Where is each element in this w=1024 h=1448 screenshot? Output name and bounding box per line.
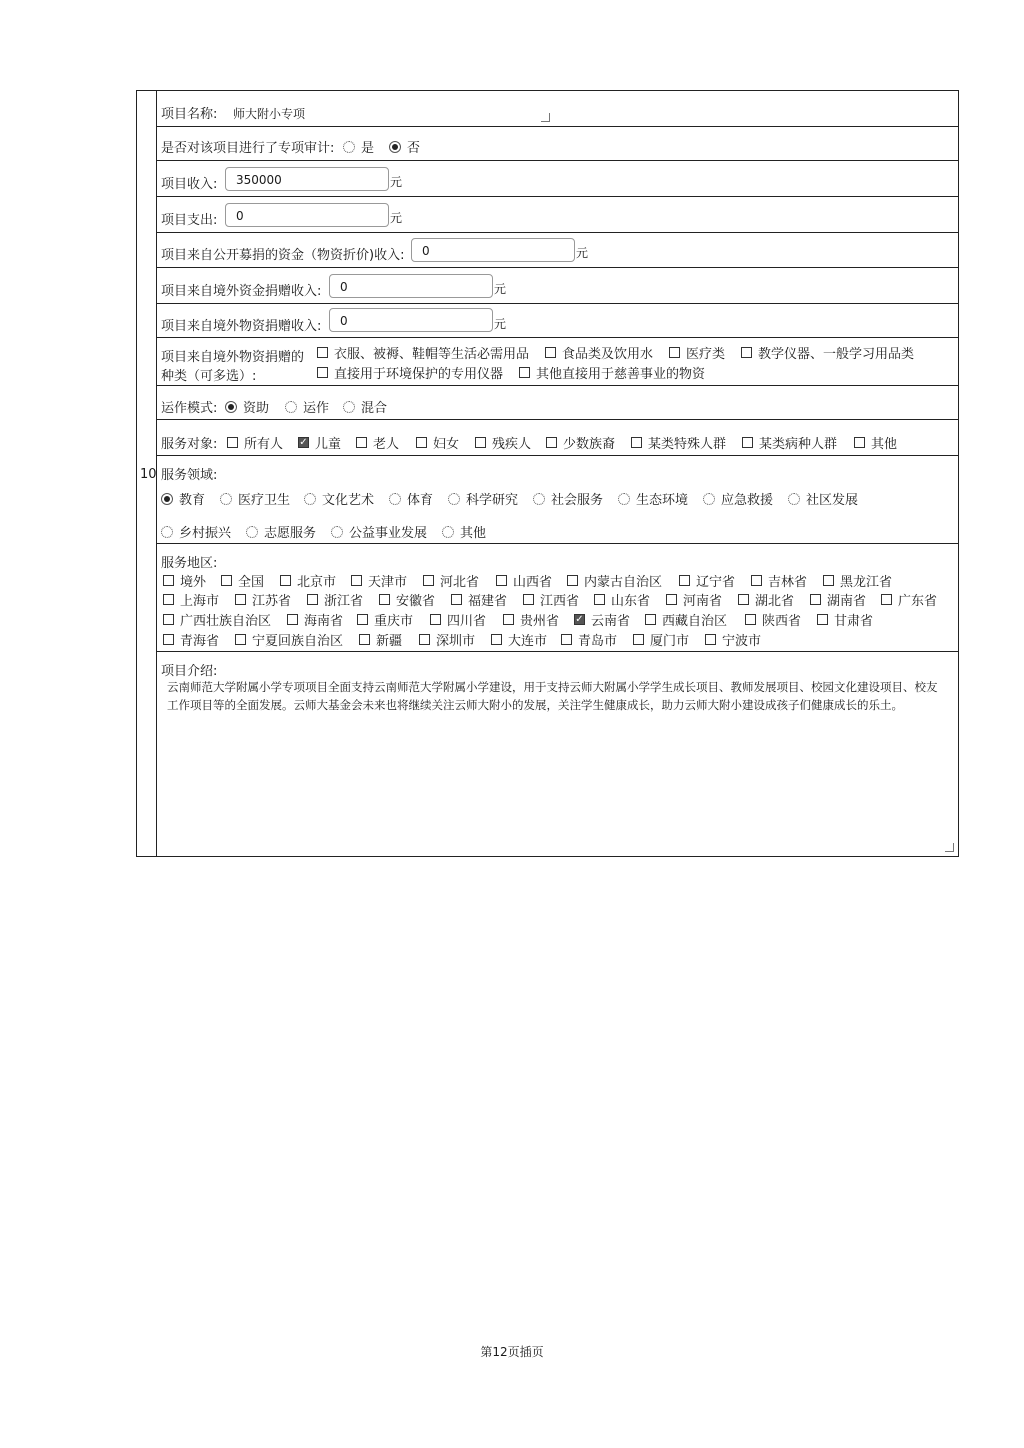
service-target-option[interactable]: 所有人 xyxy=(227,433,283,452)
radio-icon xyxy=(788,493,800,505)
service-target-option[interactable]: 少数族裔 xyxy=(546,433,615,452)
region-option[interactable]: 江苏省 xyxy=(235,590,291,609)
region-option[interactable]: ✓ 云南省 xyxy=(575,613,631,629)
goods-types-label-line2: 种类（可多选）: xyxy=(161,369,257,384)
service-field-option[interactable]: 社会服务 xyxy=(533,489,603,508)
service-field-option[interactable]: 公益事业发展 xyxy=(331,522,427,541)
checkbox-checked-icon: ✓ xyxy=(299,436,308,448)
checkbox-icon xyxy=(546,437,557,448)
region-option[interactable]: 江西省 xyxy=(523,590,579,609)
overseas-goods-input[interactable]: 0 xyxy=(329,308,493,332)
goods-type-option[interactable]: 医疗类 xyxy=(669,343,725,362)
checkbox-icon xyxy=(545,347,556,358)
checkbox-icon xyxy=(567,575,578,586)
public-fundraising-row xyxy=(157,233,958,268)
overseas-cash-input[interactable]: 0 xyxy=(329,274,493,298)
checkbox-icon xyxy=(645,614,656,625)
region-option[interactable]: 天津市 xyxy=(351,571,407,590)
goods-types-label-line1: 项目来自境外物资捐赠的 xyxy=(161,350,305,365)
region-option[interactable]: 甘肃省 xyxy=(817,610,873,629)
region-option[interactable]: 青海省 xyxy=(163,630,219,649)
checkbox-icon xyxy=(738,594,749,605)
region-option[interactable]: 宁波市 xyxy=(705,630,761,649)
radio-icon xyxy=(161,526,173,538)
region-option[interactable]: 内蒙古自治区 xyxy=(567,571,662,590)
region-option[interactable]: 河北省 xyxy=(423,571,479,590)
checkbox-icon xyxy=(491,634,502,645)
checkbox-icon xyxy=(163,634,174,645)
resize-handle-icon[interactable] xyxy=(945,843,954,852)
income-label: 项目收入: xyxy=(161,177,218,192)
overseas-goods-row xyxy=(157,304,958,338)
region-option[interactable]: 福建省 xyxy=(451,590,507,609)
overseas-cash-unit: 元 xyxy=(494,282,507,296)
region-option[interactable]: 全国 xyxy=(221,571,264,590)
service-field-option[interactable]: 医疗卫生 xyxy=(220,489,290,508)
service-target-option[interactable]: 残疾人 xyxy=(475,433,531,452)
service-field-option[interactable]: 社区发展 xyxy=(788,489,858,508)
checkbox-icon xyxy=(496,575,507,586)
checkbox-icon xyxy=(356,437,367,448)
region-option[interactable]: 河南省 xyxy=(666,590,722,609)
checkbox-icon xyxy=(317,347,328,358)
checkbox-icon xyxy=(163,614,174,625)
goods-types-row xyxy=(157,338,958,386)
audit-label: 是否对该项目进行了专项审计: xyxy=(161,141,335,156)
operation-mode-row xyxy=(157,386,958,420)
public-fundraising-input[interactable]: 0 xyxy=(411,238,575,262)
service-targets-row xyxy=(157,420,958,456)
service-target-option[interactable]: 老人 xyxy=(356,433,399,452)
row-number-column xyxy=(137,91,157,856)
introduction-label: 项目介绍: xyxy=(161,664,218,679)
region-option[interactable]: 海南省 xyxy=(287,610,343,629)
region-option[interactable]: 广西壮族自治区 xyxy=(163,610,271,629)
goods-type-option[interactable]: 教学仪器、一般学习用品类 xyxy=(741,343,914,362)
service-field-option[interactable]: 应急救援 xyxy=(703,489,773,508)
checkbox-icon xyxy=(307,594,318,605)
checkbox-icon xyxy=(523,594,534,605)
radio-selected-icon xyxy=(225,401,237,413)
overseas-goods-unit: 元 xyxy=(494,317,507,331)
income-row xyxy=(157,161,958,197)
audit-option-yes[interactable]: 是 xyxy=(343,137,374,156)
radio-icon xyxy=(304,493,316,505)
public-fundraising-label: 项目来自公开募捐的资金（物资折价)收入: xyxy=(161,248,405,263)
checkbox-icon xyxy=(163,575,174,586)
service-target-option[interactable]: 某类特殊人群 xyxy=(631,433,726,452)
radio-icon xyxy=(285,401,297,413)
audit-row xyxy=(157,127,958,161)
region-option[interactable]: 北京市 xyxy=(280,571,336,590)
checkbox-icon xyxy=(227,437,238,448)
service-field-option[interactable]: 乡村振兴 xyxy=(161,522,231,541)
checkbox-icon xyxy=(631,437,642,448)
radio-icon xyxy=(331,526,343,538)
checkbox-icon xyxy=(451,594,462,605)
checkbox-icon xyxy=(235,594,246,605)
goods-type-option[interactable]: 直接用于环境保护的专用仪器 xyxy=(317,363,503,382)
service-field-option[interactable]: 志愿服务 xyxy=(246,522,316,541)
goods-type-option[interactable]: 衣服、被褥、鞋帽等生活必需用品 xyxy=(317,343,529,362)
region-option[interactable]: 境外 xyxy=(163,571,206,590)
service-field-option[interactable]: 体育 xyxy=(389,489,433,508)
service-target-option[interactable]: 妇女 xyxy=(416,433,459,452)
service-field-option[interactable]: 其他 xyxy=(442,522,486,541)
row-number: 10 xyxy=(140,467,157,482)
checkbox-checked-icon: ✓ xyxy=(575,613,584,625)
checkbox-icon xyxy=(287,614,298,625)
introduction-text[interactable]: 云南师范大学附属小学专项项目全面支持云南师范大学附属小学建设，用于支持云师大附属小学学生成长项目、教师发展项目、校园文化建设项目、校友工作项目等的全面发展。云师大基金会未来也将继续关注云师大附小的发展，关注学生健康成长，助力云师大附小建设成孩子们健康成长的乐土。 xyxy=(167,680,938,712)
region-option[interactable]: 深圳市 xyxy=(419,630,475,649)
checkbox-icon xyxy=(351,575,362,586)
region-option[interactable]: 新疆 xyxy=(359,630,402,649)
region-option[interactable]: 厦门市 xyxy=(633,630,689,649)
region-option[interactable]: 四川省 xyxy=(430,610,486,629)
radio-icon[interactable] xyxy=(343,141,355,153)
service-targets-label: 服务对象: xyxy=(161,437,218,452)
overseas-cash-label: 项目来自境外资金捐赠收入: xyxy=(161,284,322,299)
overseas-goods-label: 项目来自境外物资捐赠收入: xyxy=(161,319,322,334)
region-option[interactable]: 山西省 xyxy=(496,571,552,590)
checkbox-icon xyxy=(679,575,690,586)
page-footer: 第12页插页 xyxy=(480,1345,544,1359)
service-field-option[interactable]: 文化艺术 xyxy=(304,489,374,508)
radio-icon xyxy=(220,493,232,505)
region-option[interactable]: 湖北省 xyxy=(738,590,794,609)
expense-input[interactable]: 0 xyxy=(225,203,389,227)
radio-icon xyxy=(703,493,715,505)
expense-row xyxy=(157,197,958,233)
operation-mode-option[interactable]: 运作 xyxy=(285,397,329,416)
region-option[interactable]: 上海市 xyxy=(163,590,219,609)
radio-icon xyxy=(442,526,454,538)
project-name-value[interactable]: 师大附小专项 xyxy=(233,107,306,121)
checkbox-icon xyxy=(594,594,605,605)
checkbox-icon xyxy=(751,575,762,586)
checkbox-icon xyxy=(745,614,756,625)
radio-selected-icon xyxy=(161,493,173,505)
region-option[interactable]: 黑龙江省 xyxy=(823,571,892,590)
checkbox-icon xyxy=(741,347,752,358)
checkbox-icon xyxy=(416,437,427,448)
introduction-row xyxy=(157,652,958,858)
checkbox-icon xyxy=(430,614,441,625)
radio-icon xyxy=(246,526,258,538)
radio-icon xyxy=(618,493,630,505)
service-field-option[interactable]: 教育 xyxy=(161,489,205,508)
checkbox-icon xyxy=(221,575,232,586)
region-option[interactable]: 辽宁省 xyxy=(679,571,735,590)
checkbox-icon xyxy=(519,367,530,378)
region-option[interactable]: 广东省 xyxy=(881,590,937,609)
radio-icon xyxy=(533,493,545,505)
service-regions-label: 服务地区: xyxy=(161,556,218,571)
checkbox-icon xyxy=(379,594,390,605)
checkbox-icon xyxy=(881,594,892,605)
checkbox-icon xyxy=(280,575,291,586)
checkbox-icon xyxy=(163,594,174,605)
service-target-option[interactable]: 某类病种人群 xyxy=(742,433,837,452)
service-fields-row xyxy=(157,456,958,544)
checkbox-icon xyxy=(475,437,486,448)
region-option[interactable]: 青岛市 xyxy=(561,630,617,649)
checkbox-icon xyxy=(810,594,821,605)
region-option[interactable]: 山东省 xyxy=(594,590,650,609)
operation-mode-label: 运作模式: xyxy=(161,401,218,416)
region-option[interactable]: 吉林省 xyxy=(751,571,807,590)
radio-icon xyxy=(389,493,401,505)
checkbox-icon xyxy=(817,614,828,625)
income-input[interactable]: 350000 xyxy=(225,167,389,191)
overseas-cash-row xyxy=(157,268,958,304)
region-option[interactable]: 浙江省 xyxy=(307,590,363,609)
checkbox-icon xyxy=(235,634,246,645)
project-form xyxy=(136,90,959,857)
service-field-option[interactable]: 科学研究 xyxy=(448,489,518,508)
region-option[interactable]: 安徽省 xyxy=(379,590,435,609)
checkbox-icon xyxy=(419,634,430,645)
radio-icon xyxy=(448,493,460,505)
checkbox-icon xyxy=(705,634,716,645)
region-option[interactable]: 西藏自治区 xyxy=(645,610,727,629)
audit-option-no[interactable]: 否 xyxy=(389,137,420,156)
checkbox-icon xyxy=(317,367,328,378)
region-option[interactable]: 湖南省 xyxy=(810,590,866,609)
income-unit: 元 xyxy=(390,175,403,189)
checkbox-icon xyxy=(503,614,514,625)
checkbox-icon xyxy=(669,347,680,358)
operation-mode-option[interactable]: 资助 xyxy=(225,397,269,416)
resize-handle-icon[interactable] xyxy=(541,113,550,122)
service-target-option[interactable]: 其他 xyxy=(854,433,897,452)
checkbox-icon xyxy=(561,634,572,645)
service-fields-label: 服务领域: xyxy=(161,468,218,483)
region-option[interactable]: 重庆市 xyxy=(357,610,413,629)
checkbox-icon xyxy=(854,437,865,448)
checkbox-icon xyxy=(423,575,434,586)
operation-mode-option[interactable]: 混合 xyxy=(343,397,387,416)
project-name-label: 项目名称: xyxy=(161,107,218,122)
service-field-option[interactable]: 生态环境 xyxy=(618,489,688,508)
region-option[interactable]: 贵州省 xyxy=(503,610,559,629)
region-option[interactable]: 陕西省 xyxy=(745,610,801,629)
checkbox-icon xyxy=(357,614,368,625)
goods-type-option[interactable]: 其他直接用于慈善事业的物资 xyxy=(519,363,705,382)
expense-label: 项目支出: xyxy=(161,213,218,228)
checkbox-icon xyxy=(742,437,753,448)
expense-unit: 元 xyxy=(390,211,403,225)
service-regions-row xyxy=(157,544,958,652)
region-option[interactable]: 大连市 xyxy=(491,630,547,649)
checkbox-icon xyxy=(633,634,644,645)
radio-icon xyxy=(343,401,355,413)
public-fundraising-unit: 元 xyxy=(576,246,589,260)
checkbox-icon xyxy=(666,594,677,605)
region-option[interactable]: 宁夏回族自治区 xyxy=(235,630,343,649)
radio-selected-icon[interactable] xyxy=(389,141,401,153)
service-target-option[interactable]: ✓ 儿童 xyxy=(299,436,342,452)
checkbox-icon xyxy=(823,575,834,586)
project-name-row xyxy=(157,91,958,127)
goods-type-option[interactable]: 食品类及饮用水 xyxy=(545,343,653,362)
checkbox-icon xyxy=(359,634,370,645)
